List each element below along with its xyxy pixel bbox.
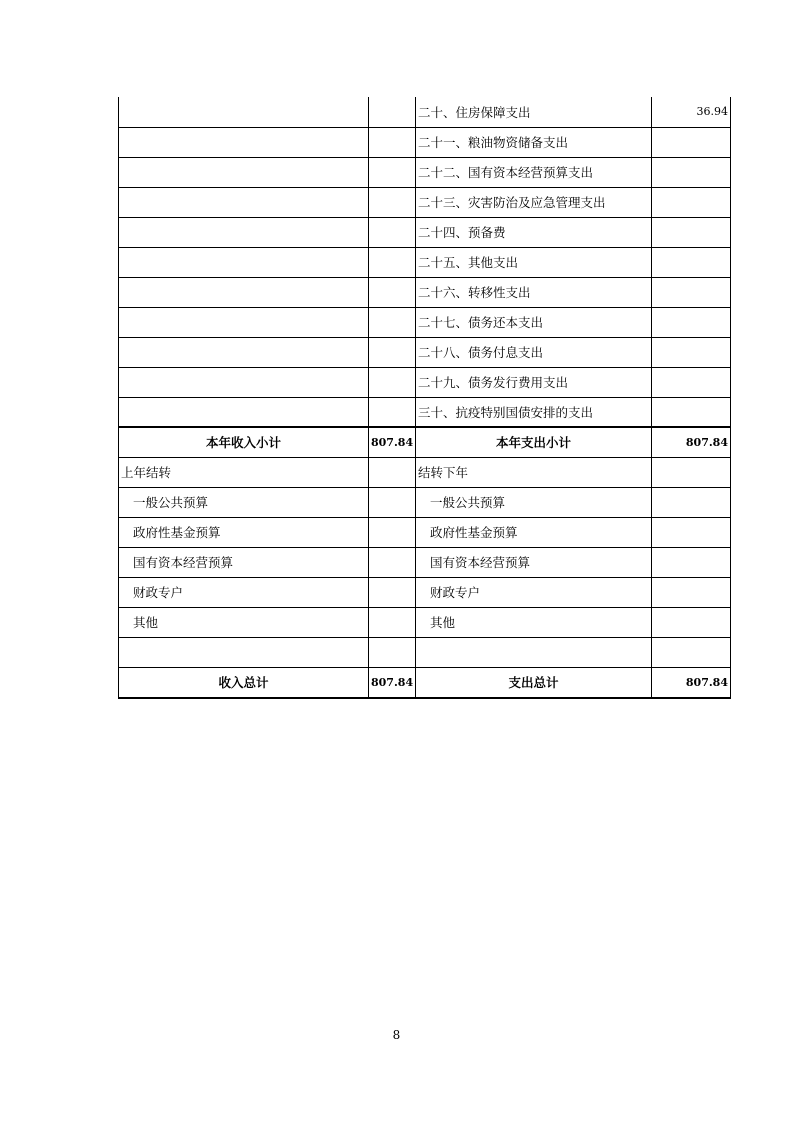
carry-item-row	[119, 607, 731, 637]
expense-label-cell: 二十二、国有资本经营预算支出	[416, 157, 652, 187]
income-subtotal-value: 807.84	[369, 427, 416, 457]
blank-cell	[416, 637, 652, 667]
income-value-cell	[369, 247, 416, 277]
expense-total-value: 807.84	[652, 667, 731, 698]
income-label-cell	[119, 367, 369, 397]
income-label-cell	[119, 307, 369, 337]
table-row	[119, 217, 731, 247]
expense-carry-item-label: 其他	[416, 607, 652, 637]
expense-label-cell: 二十三、灾害防治及应急管理支出	[416, 187, 652, 217]
expense-label-cell: 二十、住房保障支出	[416, 97, 652, 127]
budget-summary-table	[118, 97, 731, 699]
expense-carry-item-value	[652, 487, 731, 517]
income-carry-item-label: 政府性基金预算	[119, 517, 369, 547]
income-value-cell	[369, 337, 416, 367]
expense-value-cell	[652, 127, 731, 157]
income-carry-item-value	[369, 547, 416, 577]
income-carry-item-label: 一般公共预算	[119, 487, 369, 517]
expense-value-cell	[652, 307, 731, 337]
table-row	[119, 157, 731, 187]
income-carry-item-value	[369, 577, 416, 607]
expense-label-cell: 二十八、债务付息支出	[416, 337, 652, 367]
carry-over-row	[119, 457, 731, 487]
income-carry-value	[369, 457, 416, 487]
income-carry-label: 上年结转	[119, 457, 369, 487]
income-total-value: 807.84	[369, 667, 416, 698]
expense-label-cell: 二十九、债务发行费用支出	[416, 367, 652, 397]
expense-label-cell: 二十六、转移性支出	[416, 277, 652, 307]
income-label-cell	[119, 127, 369, 157]
expense-value-cell	[652, 337, 731, 367]
expense-carry-item-label: 国有资本经营预算	[416, 547, 652, 577]
income-carry-item-value	[369, 607, 416, 637]
table-row	[119, 187, 731, 217]
expense-carry-label: 结转下年	[416, 457, 652, 487]
expense-value-cell	[652, 247, 731, 277]
income-subtotal-label: 本年收入小计	[119, 427, 369, 457]
table-row	[119, 277, 731, 307]
income-label-cell	[119, 277, 369, 307]
income-label-cell	[119, 217, 369, 247]
income-value-cell	[369, 397, 416, 427]
carry-item-row	[119, 577, 731, 607]
income-carry-item-value	[369, 517, 416, 547]
income-label-cell	[119, 247, 369, 277]
expense-label-cell: 三十、抗疫特别国债安排的支出	[416, 397, 652, 427]
expense-label-cell: 二十五、其他支出	[416, 247, 652, 277]
carry-item-row	[119, 517, 731, 547]
income-carry-item-value	[369, 487, 416, 517]
expense-value-cell	[652, 277, 731, 307]
income-value-cell	[369, 97, 416, 127]
grand-total-row	[119, 667, 731, 698]
expense-value-cell	[652, 367, 731, 397]
table-row	[119, 397, 731, 427]
income-value-cell	[369, 127, 416, 157]
table-row	[119, 307, 731, 337]
income-value-cell	[369, 277, 416, 307]
expense-carry-value	[652, 457, 731, 487]
expense-carry-item-value	[652, 577, 731, 607]
income-value-cell	[369, 157, 416, 187]
expense-carry-item-value	[652, 517, 731, 547]
table-row	[119, 247, 731, 277]
expense-subtotal-label: 本年支出小计	[416, 427, 652, 457]
subtotal-row	[119, 427, 731, 457]
income-label-cell	[119, 397, 369, 427]
expense-value-cell	[652, 217, 731, 247]
income-value-cell	[369, 217, 416, 247]
income-carry-item-label: 财政专户	[119, 577, 369, 607]
income-carry-item-label: 其他	[119, 607, 369, 637]
page-number: 8	[392, 1028, 401, 1042]
income-label-cell	[119, 187, 369, 217]
expense-carry-item-label: 一般公共预算	[416, 487, 652, 517]
blank-cell	[119, 637, 369, 667]
expense-carry-item-value	[652, 547, 731, 577]
expense-carry-item-label: 财政专户	[416, 577, 652, 607]
table-row	[119, 127, 731, 157]
expense-label-cell: 二十一、粮油物资储备支出	[416, 127, 652, 157]
blank-cell	[652, 637, 731, 667]
income-value-cell	[369, 307, 416, 337]
expense-label-cell: 二十七、债务还本支出	[416, 307, 652, 337]
expense-subtotal-value: 807.84	[652, 427, 731, 457]
table-row	[119, 97, 731, 127]
income-total-label: 收入总计	[119, 667, 369, 698]
expense-value-cell	[652, 157, 731, 187]
expense-carry-item-value	[652, 607, 731, 637]
income-label-cell	[119, 157, 369, 187]
expense-value-cell	[652, 397, 731, 427]
blank-row	[119, 637, 731, 667]
table-row	[119, 337, 731, 367]
income-carry-item-label: 国有资本经营预算	[119, 547, 369, 577]
income-label-cell	[119, 337, 369, 367]
income-label-cell	[119, 97, 369, 127]
expense-label-cell: 二十四、预备费	[416, 217, 652, 247]
carry-item-row	[119, 487, 731, 517]
expense-value-cell: 36.94	[652, 97, 731, 127]
expense-total-label: 支出总计	[416, 667, 652, 698]
carry-item-row	[119, 547, 731, 577]
income-value-cell	[369, 367, 416, 397]
income-value-cell	[369, 187, 416, 217]
expense-value-cell	[652, 187, 731, 217]
expense-carry-item-label: 政府性基金预算	[416, 517, 652, 547]
table-row	[119, 367, 731, 397]
blank-cell	[369, 637, 416, 667]
